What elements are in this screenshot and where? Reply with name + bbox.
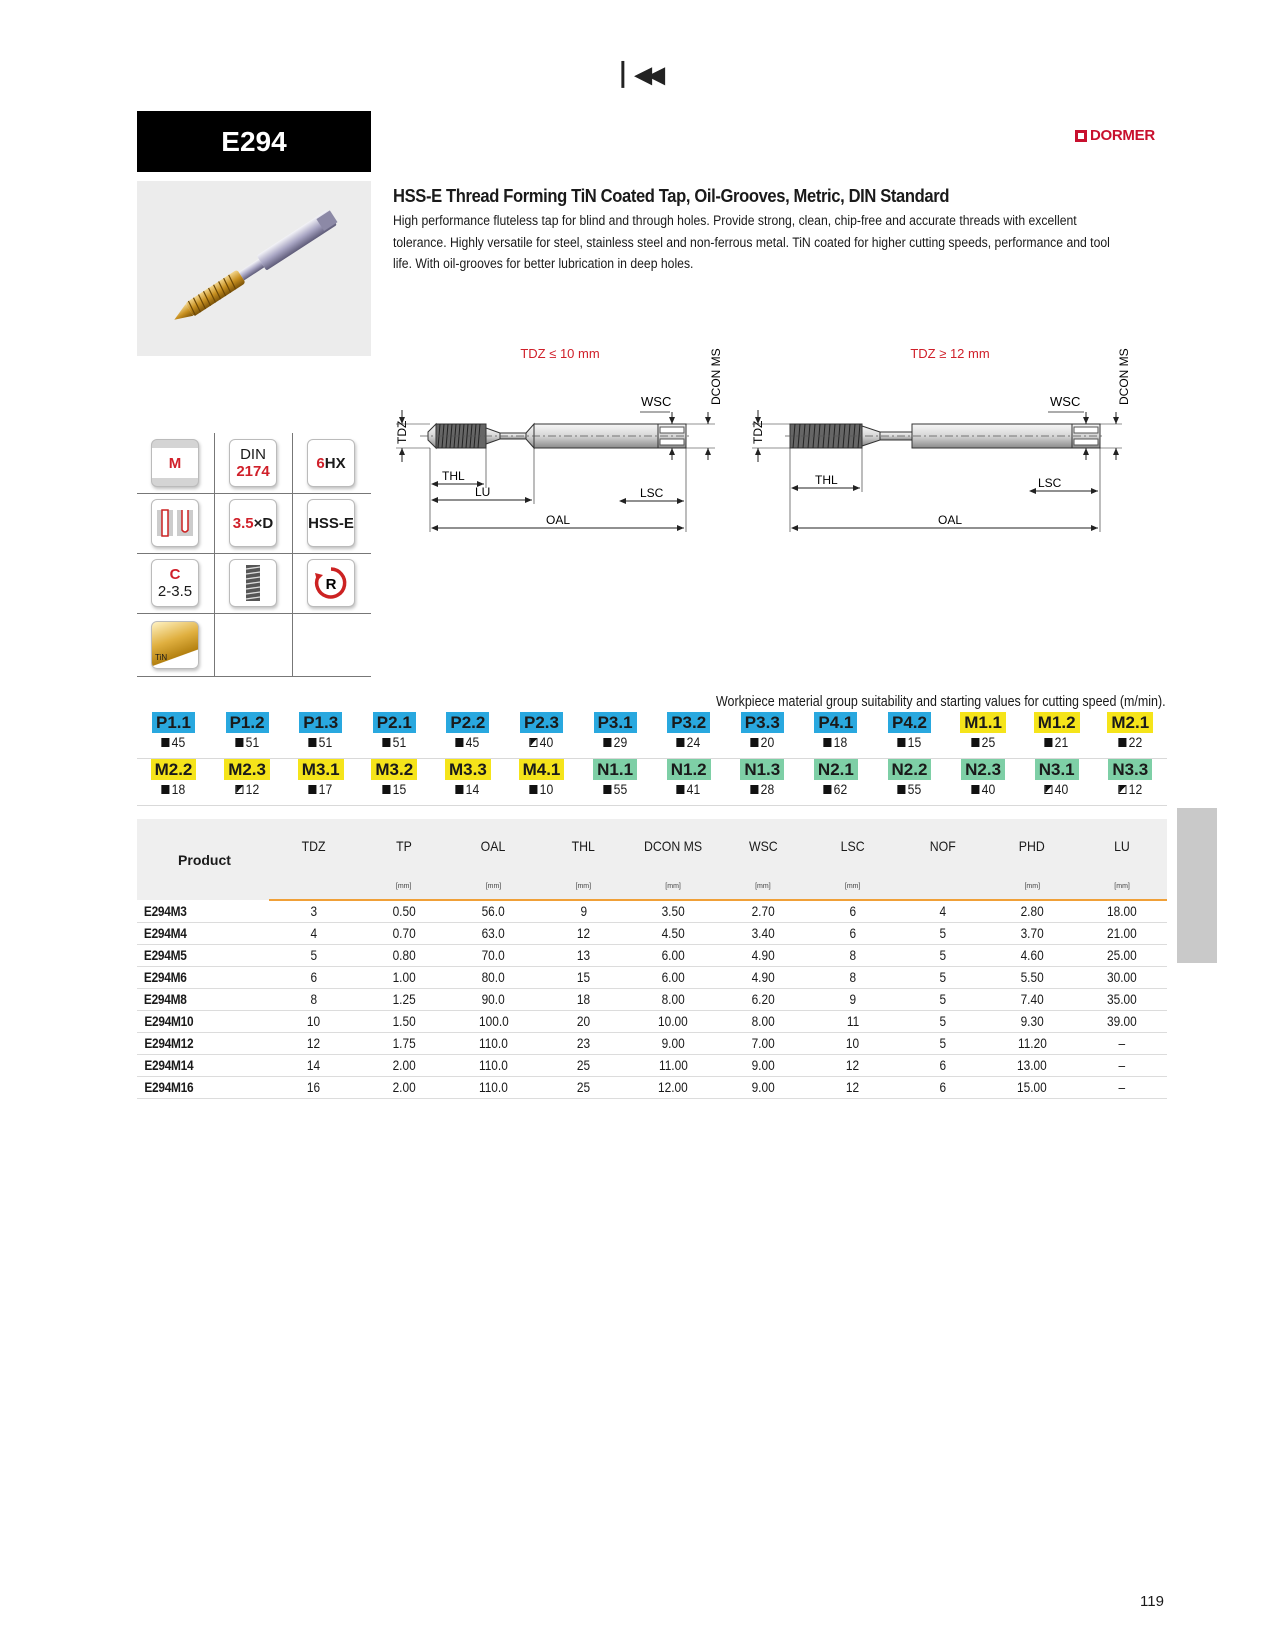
product-number: E294M4 xyxy=(137,923,269,945)
left-dcon-label: DCON MS xyxy=(709,348,723,405)
full-suitability-icon xyxy=(971,785,979,794)
cutting-speed-value: 22 xyxy=(1128,735,1143,750)
table-cell: 0.50 xyxy=(359,900,449,923)
chamfer-letter: C xyxy=(169,566,181,583)
table-row xyxy=(137,945,1167,967)
product-number: E294M6 xyxy=(137,967,269,989)
table-row xyxy=(137,923,1167,945)
table-cell: 39.00 xyxy=(1077,1011,1167,1033)
product-number: E294M8 xyxy=(137,989,269,1011)
table-row xyxy=(137,1011,1167,1033)
table-cell: 5 xyxy=(898,945,988,967)
full-suitability-icon xyxy=(677,785,685,794)
unit-label xyxy=(898,873,988,900)
table-cell: 12 xyxy=(269,1033,359,1055)
table-cell: – xyxy=(1077,1033,1167,1055)
cutting-speed-value: 55 xyxy=(907,782,922,797)
material-group-M3-2 xyxy=(358,759,431,797)
material-group-P1-1 xyxy=(137,712,210,750)
table-cell: 1.75 xyxy=(359,1033,449,1055)
table-cell: 6.00 xyxy=(628,967,718,989)
table-cell: 3.50 xyxy=(628,900,718,923)
tap-dimension-diagram xyxy=(390,340,1180,540)
material-group-M4-1 xyxy=(505,759,578,797)
full-suitability-icon xyxy=(677,738,685,747)
unit-label: [mm] xyxy=(449,873,539,900)
table-cell: 11.20 xyxy=(987,1033,1077,1055)
table-cell: 56.0 xyxy=(449,900,539,923)
cutting-speed-value: 10 xyxy=(539,782,554,797)
table-cell: 21.00 xyxy=(1077,923,1167,945)
diagram-left xyxy=(395,346,723,532)
table-cell: 25.00 xyxy=(1077,945,1167,967)
material-code: P1.2 xyxy=(226,712,269,733)
material-code: P2.1 xyxy=(373,712,416,733)
table-cell: 2.80 xyxy=(987,900,1077,923)
material-group-N1-3 xyxy=(726,759,799,797)
brand-mark-icon xyxy=(1075,130,1087,142)
full-suitability-icon xyxy=(309,738,317,747)
material-code: P3.1 xyxy=(594,712,637,733)
table-cell: 25 xyxy=(538,1077,628,1099)
feature-icon-grid xyxy=(137,433,371,677)
cutting-speed-value: 51 xyxy=(318,735,333,750)
material-group-N2-2 xyxy=(873,759,946,797)
page-number: 119 xyxy=(1140,1593,1164,1610)
material-group-N2-3 xyxy=(947,759,1020,797)
table-cell: 9.00 xyxy=(718,1077,808,1099)
table-cell: 11.00 xyxy=(628,1055,718,1077)
table-cell: 10.00 xyxy=(628,1011,718,1033)
material-group-P4-2 xyxy=(873,712,946,750)
column-header-oal: OAL xyxy=(449,819,539,873)
table-cell: 15.00 xyxy=(987,1077,1077,1099)
material-code: P3.3 xyxy=(741,712,784,733)
table-cell: 23 xyxy=(538,1033,628,1055)
product-number: E294M5 xyxy=(137,945,269,967)
left-oal-label: OAL xyxy=(545,513,571,527)
right-hand-rotation-icon xyxy=(293,553,369,613)
table-cell: 6.20 xyxy=(718,989,808,1011)
table-cell: 3.70 xyxy=(987,923,1077,945)
full-suitability-icon xyxy=(309,785,317,794)
material-group-P3-3 xyxy=(726,712,799,750)
cutting-speed-value: 18 xyxy=(834,735,848,750)
unit-label: [mm] xyxy=(359,873,449,900)
full-suitability-icon xyxy=(162,738,170,747)
material-code: N3.3 xyxy=(1108,759,1152,780)
material-code: M2.3 xyxy=(224,759,270,780)
table-cell: – xyxy=(1077,1077,1167,1099)
tool-material-icon xyxy=(293,493,369,553)
din-standard-icon xyxy=(215,433,291,493)
table-cell: 8 xyxy=(269,989,359,1011)
unit-label xyxy=(269,873,359,900)
unit-label: [mm] xyxy=(808,873,898,900)
din-number: 2174 xyxy=(236,463,270,480)
table-cell: 9.00 xyxy=(718,1055,808,1077)
table-cell: 6.00 xyxy=(628,945,718,967)
column-header-lu: LU xyxy=(1077,819,1167,873)
table-cell: 9 xyxy=(808,989,898,1011)
full-suitability-icon xyxy=(824,738,832,747)
table-cell: – xyxy=(1077,1055,1167,1077)
table-cell: 5 xyxy=(898,1033,988,1055)
unit-label: [mm] xyxy=(628,873,718,900)
material-group-M2-3 xyxy=(211,759,284,797)
cutting-speed-value: 62 xyxy=(834,782,848,797)
table-cell: 5 xyxy=(898,989,988,1011)
right-dcon-label: DCON MS xyxy=(1117,348,1131,405)
table-cell: 12.00 xyxy=(628,1077,718,1099)
material-group-P1-3 xyxy=(284,712,357,750)
full-suitability-icon xyxy=(824,785,832,794)
unit-label: [mm] xyxy=(538,873,628,900)
cutting-speed-value: 40 xyxy=(539,735,554,750)
cutting-speed-value: 41 xyxy=(686,782,701,797)
column-header-nof: NOF xyxy=(898,819,988,873)
full-suitability-icon xyxy=(898,738,906,747)
table-cell: 8 xyxy=(808,967,898,989)
table-cell: 16 xyxy=(269,1077,359,1099)
left-thl-label: THL xyxy=(442,469,465,483)
full-suitability-icon xyxy=(235,738,243,747)
table-cell: 13.00 xyxy=(987,1055,1077,1077)
table-cell: 20 xyxy=(538,1011,628,1033)
table-cell: 15 xyxy=(538,967,628,989)
material-code: M3.2 xyxy=(371,759,417,780)
depth-suffix: ×D xyxy=(253,514,274,532)
cutting-speed-value: 12 xyxy=(1128,782,1143,797)
fluteless-tap-icon xyxy=(215,553,291,613)
din-label: DIN xyxy=(240,446,266,463)
tool-material-label: HSS-E xyxy=(308,514,354,532)
cutting-speed-value: 40 xyxy=(1054,782,1069,797)
material-code: P1.3 xyxy=(299,712,342,733)
table-cell: 70.0 xyxy=(449,945,539,967)
material-code: N1.1 xyxy=(593,759,637,780)
table-cell: 80.0 xyxy=(449,967,539,989)
table-cell: 5 xyxy=(898,967,988,989)
table-cell: 10 xyxy=(808,1033,898,1055)
full-suitability-icon xyxy=(162,785,170,794)
column-header-phd: PHD xyxy=(987,819,1077,873)
material-code: M2.2 xyxy=(151,759,197,780)
cutting-speed-value: 20 xyxy=(760,735,775,750)
rotation-label: R xyxy=(325,576,337,593)
unit-label: [mm] xyxy=(718,873,808,900)
table-cell: 3 xyxy=(269,900,359,923)
material-row-2 xyxy=(137,759,1167,806)
cutting-speed-value: 45 xyxy=(171,735,186,750)
cutting-speed-value: 15 xyxy=(392,782,407,797)
table-cell: 8.00 xyxy=(628,989,718,1011)
full-suitability-icon xyxy=(456,738,464,747)
product-column-header: Product xyxy=(137,819,269,900)
specification-table xyxy=(137,819,1167,1099)
cutting-speed-value: 24 xyxy=(686,735,701,750)
material-code: N2.2 xyxy=(888,759,932,780)
table-cell: 18 xyxy=(538,989,628,1011)
workpiece-material-label: Workpiece material group suitability and starting values for cutting speed (m/min). xyxy=(716,694,1166,710)
cutting-speed-value: 18 xyxy=(171,782,186,797)
column-header-dcon-ms: DCON MS xyxy=(628,819,718,873)
left-caption: TDZ ≤ 10 mm xyxy=(520,346,600,361)
product-number: E294M3 xyxy=(137,900,269,923)
material-code: N3.1 xyxy=(1035,759,1079,780)
tolerance-label: HX xyxy=(324,454,346,472)
table-cell: 3.40 xyxy=(718,923,808,945)
table-cell: 4.50 xyxy=(628,923,718,945)
table-cell: 30.00 xyxy=(1077,967,1167,989)
right-caption: TDZ ≥ 12 mm xyxy=(910,346,990,361)
product-code-header xyxy=(137,111,371,172)
cutting-speed-value: 12 xyxy=(245,782,259,797)
brand-name: DORMER xyxy=(1090,127,1155,144)
cutting-speed-value: 14 xyxy=(466,782,480,797)
coating-label: TiN xyxy=(155,652,168,662)
material-group-P1-2 xyxy=(211,712,284,750)
material-group-P2-1 xyxy=(358,712,431,750)
material-group-M3-3 xyxy=(431,759,504,797)
partial-suitability-icon xyxy=(530,738,538,747)
table-cell: 2.70 xyxy=(718,900,808,923)
table-cell: 6 xyxy=(808,923,898,945)
table-cell: 10 xyxy=(269,1011,359,1033)
left-lsc-label: LSC xyxy=(640,486,664,500)
column-header-thl: THL xyxy=(538,819,628,873)
full-suitability-icon xyxy=(603,785,611,794)
column-header-lsc: LSC xyxy=(808,819,898,873)
tolerance-icon: 6HX xyxy=(293,433,369,493)
table-cell: 110.0 xyxy=(449,1033,539,1055)
table-cell: 110.0 xyxy=(449,1077,539,1099)
table-cell: 4.90 xyxy=(718,945,808,967)
right-thl-label: THL xyxy=(815,473,838,487)
material-group-M1-2 xyxy=(1020,712,1093,750)
metric-label: M xyxy=(168,454,182,472)
product-number: E294M14 xyxy=(137,1055,269,1077)
material-group-N1-1 xyxy=(579,759,652,797)
left-wsc-label: WSC xyxy=(641,394,672,409)
table-cell: 6 xyxy=(898,1055,988,1077)
depth-value: 3.5 xyxy=(232,514,254,532)
table-row xyxy=(137,989,1167,1011)
table-cell: 2.00 xyxy=(359,1077,449,1099)
table-cell: 12 xyxy=(538,923,628,945)
column-header-tdz: TDZ xyxy=(269,819,359,873)
brand-logo xyxy=(1075,127,1155,144)
cutting-speed-value: 17 xyxy=(318,782,333,797)
cutting-speed-value: 45 xyxy=(466,735,480,750)
depth-icon xyxy=(215,493,291,553)
skip-to-first-icon[interactable]: ▏◀◀ xyxy=(622,62,661,87)
table-cell: 12 xyxy=(808,1055,898,1077)
product-title: HSS-E Thread Forming TiN Coated Tap, Oil-Grooves, Metric, DIN Standard xyxy=(393,186,950,206)
partial-suitability-icon xyxy=(235,785,243,794)
material-group-P3-1 xyxy=(579,712,652,750)
column-header-wsc: WSC xyxy=(718,819,808,873)
table-row xyxy=(137,1033,1167,1055)
tin-coating-icon xyxy=(137,613,213,676)
material-code: P4.1 xyxy=(814,712,857,733)
material-group-P3-2 xyxy=(652,712,725,750)
material-code: P2.2 xyxy=(446,712,489,733)
table-cell: 5.50 xyxy=(987,967,1077,989)
product-number: E294M16 xyxy=(137,1077,269,1099)
table-cell: 6 xyxy=(808,900,898,923)
table-cell: 0.80 xyxy=(359,945,449,967)
material-group-N2-1 xyxy=(799,759,872,797)
material-group-P4-1 xyxy=(799,712,872,750)
table-cell: 1.50 xyxy=(359,1011,449,1033)
blind-through-hole-icon xyxy=(137,493,213,553)
full-suitability-icon xyxy=(751,738,759,747)
table-cell: 1.25 xyxy=(359,989,449,1011)
material-code: P4.2 xyxy=(888,712,931,733)
diagram-right xyxy=(751,346,1131,532)
material-code: M3.1 xyxy=(298,759,344,780)
table-cell: 8.00 xyxy=(718,1011,808,1033)
table-cell: 7.00 xyxy=(718,1033,808,1055)
material-code: M1.2 xyxy=(1034,712,1080,733)
table-cell: 9.00 xyxy=(628,1033,718,1055)
material-group-M1-1 xyxy=(947,712,1020,750)
table-cell: 4.60 xyxy=(987,945,1077,967)
product-code: E294 xyxy=(221,125,287,157)
column-header-tp: TP xyxy=(359,819,449,873)
table-row xyxy=(137,967,1167,989)
table-cell: 9 xyxy=(538,900,628,923)
table-cell: 63.0 xyxy=(449,923,539,945)
left-tdz-label: TDZ xyxy=(395,420,409,444)
table-cell: 14 xyxy=(269,1055,359,1077)
table-cell: 13 xyxy=(538,945,628,967)
material-code: P1.1 xyxy=(152,712,195,733)
material-group-N3-3 xyxy=(1094,759,1167,797)
material-group-P2-3 xyxy=(505,712,578,750)
material-code: N2.3 xyxy=(961,759,1005,780)
right-wsc-label: WSC xyxy=(1050,394,1081,409)
right-oal-label: OAL xyxy=(937,513,963,527)
material-code: N1.2 xyxy=(667,759,711,780)
material-code: N2.1 xyxy=(814,759,858,780)
table-cell: 4 xyxy=(269,923,359,945)
cutting-speed-value: 40 xyxy=(981,782,995,797)
table-row xyxy=(137,1055,1167,1077)
table-row xyxy=(137,1077,1167,1099)
table-cell: 25 xyxy=(538,1055,628,1077)
material-group-N3-1 xyxy=(1020,759,1093,797)
table-row xyxy=(137,900,1167,923)
material-group-M3-1 xyxy=(284,759,357,797)
partial-suitability-icon xyxy=(1119,785,1127,794)
table-cell: 6 xyxy=(898,1077,988,1099)
unit-label: [mm] xyxy=(987,873,1077,900)
table-cell: 18.00 xyxy=(1077,900,1167,923)
table-cell: 2.00 xyxy=(359,1055,449,1077)
table-cell: 1.00 xyxy=(359,967,449,989)
material-code: N1.3 xyxy=(740,759,784,780)
right-tdz-label: TDZ xyxy=(751,420,765,444)
cutting-speed-value: 21 xyxy=(1054,735,1069,750)
side-section-tab[interactable] xyxy=(1177,808,1217,963)
partial-suitability-icon xyxy=(1045,785,1053,794)
table-cell: 100.0 xyxy=(449,1011,539,1033)
left-lu-label: LU xyxy=(475,485,491,499)
table-cell: 11 xyxy=(808,1011,898,1033)
right-lsc-label: LSC xyxy=(1038,476,1062,490)
material-group-M2-2 xyxy=(137,759,210,797)
table-cell: 5 xyxy=(269,945,359,967)
cutting-speed-value: 51 xyxy=(392,735,407,750)
material-code: M3.3 xyxy=(445,759,491,780)
material-group-M2-1 xyxy=(1094,712,1167,750)
full-suitability-icon xyxy=(456,785,464,794)
product-description: High performance fluteless tap for blind and through holes. Provide strong, clean, chip-free and accurate threads with excellent tolerance. Highly versatile for steel, stainless steel and non-ferrous metal. TiN coated for higher cutting speeds, performance and tool life. With oil-grooves for better lubrication in deep holes. xyxy=(393,213,1110,272)
full-suitability-icon xyxy=(530,785,538,794)
material-code: M1.1 xyxy=(960,712,1006,733)
material-row-1 xyxy=(137,712,1167,759)
product-number: E294M12 xyxy=(137,1033,269,1055)
cutting-speed-value: 29 xyxy=(613,735,627,750)
full-suitability-icon xyxy=(898,785,906,794)
full-suitability-icon xyxy=(383,738,391,747)
table-cell: 6 xyxy=(269,967,359,989)
material-group-P2-2 xyxy=(431,712,504,750)
cutting-speed-value: 51 xyxy=(245,735,259,750)
material-code: P3.2 xyxy=(667,712,710,733)
full-suitability-icon xyxy=(1119,738,1127,747)
material-group-N1-2 xyxy=(652,759,725,797)
table-cell: 4.90 xyxy=(718,967,808,989)
chamfer-value: 2-3.5 xyxy=(157,583,193,600)
full-suitability-icon xyxy=(971,738,979,747)
unit-label: [mm] xyxy=(1077,873,1167,900)
table-cell: 5 xyxy=(898,1011,988,1033)
cutting-speed-value: 15 xyxy=(907,735,922,750)
table-cell: 110.0 xyxy=(449,1055,539,1077)
cutting-speed-value: 28 xyxy=(760,782,775,797)
tap-illustration xyxy=(137,181,371,356)
table-cell: 9.30 xyxy=(987,1011,1077,1033)
full-suitability-icon xyxy=(751,785,759,794)
table-cell: 7.40 xyxy=(987,989,1077,1011)
table-cell: 35.00 xyxy=(1077,989,1167,1011)
table-cell: 0.70 xyxy=(359,923,449,945)
material-code: M2.1 xyxy=(1107,712,1153,733)
material-code: P2.3 xyxy=(520,712,563,733)
product-image xyxy=(137,181,371,356)
table-cell: 8 xyxy=(808,945,898,967)
cutting-speed-value: 55 xyxy=(613,782,627,797)
full-suitability-icon xyxy=(1045,738,1053,747)
table-cell: 5 xyxy=(898,923,988,945)
cutting-speed-value: 25 xyxy=(981,735,995,750)
chamfer-icon xyxy=(137,553,213,613)
table-cell: 4 xyxy=(898,900,988,923)
material-code: M4.1 xyxy=(519,759,565,780)
table-cell: 90.0 xyxy=(449,989,539,1011)
product-number: E294M10 xyxy=(137,1011,269,1033)
full-suitability-icon xyxy=(603,738,611,747)
table-cell: 12 xyxy=(808,1077,898,1099)
full-suitability-icon xyxy=(383,785,391,794)
metric-thread-icon xyxy=(137,433,213,493)
